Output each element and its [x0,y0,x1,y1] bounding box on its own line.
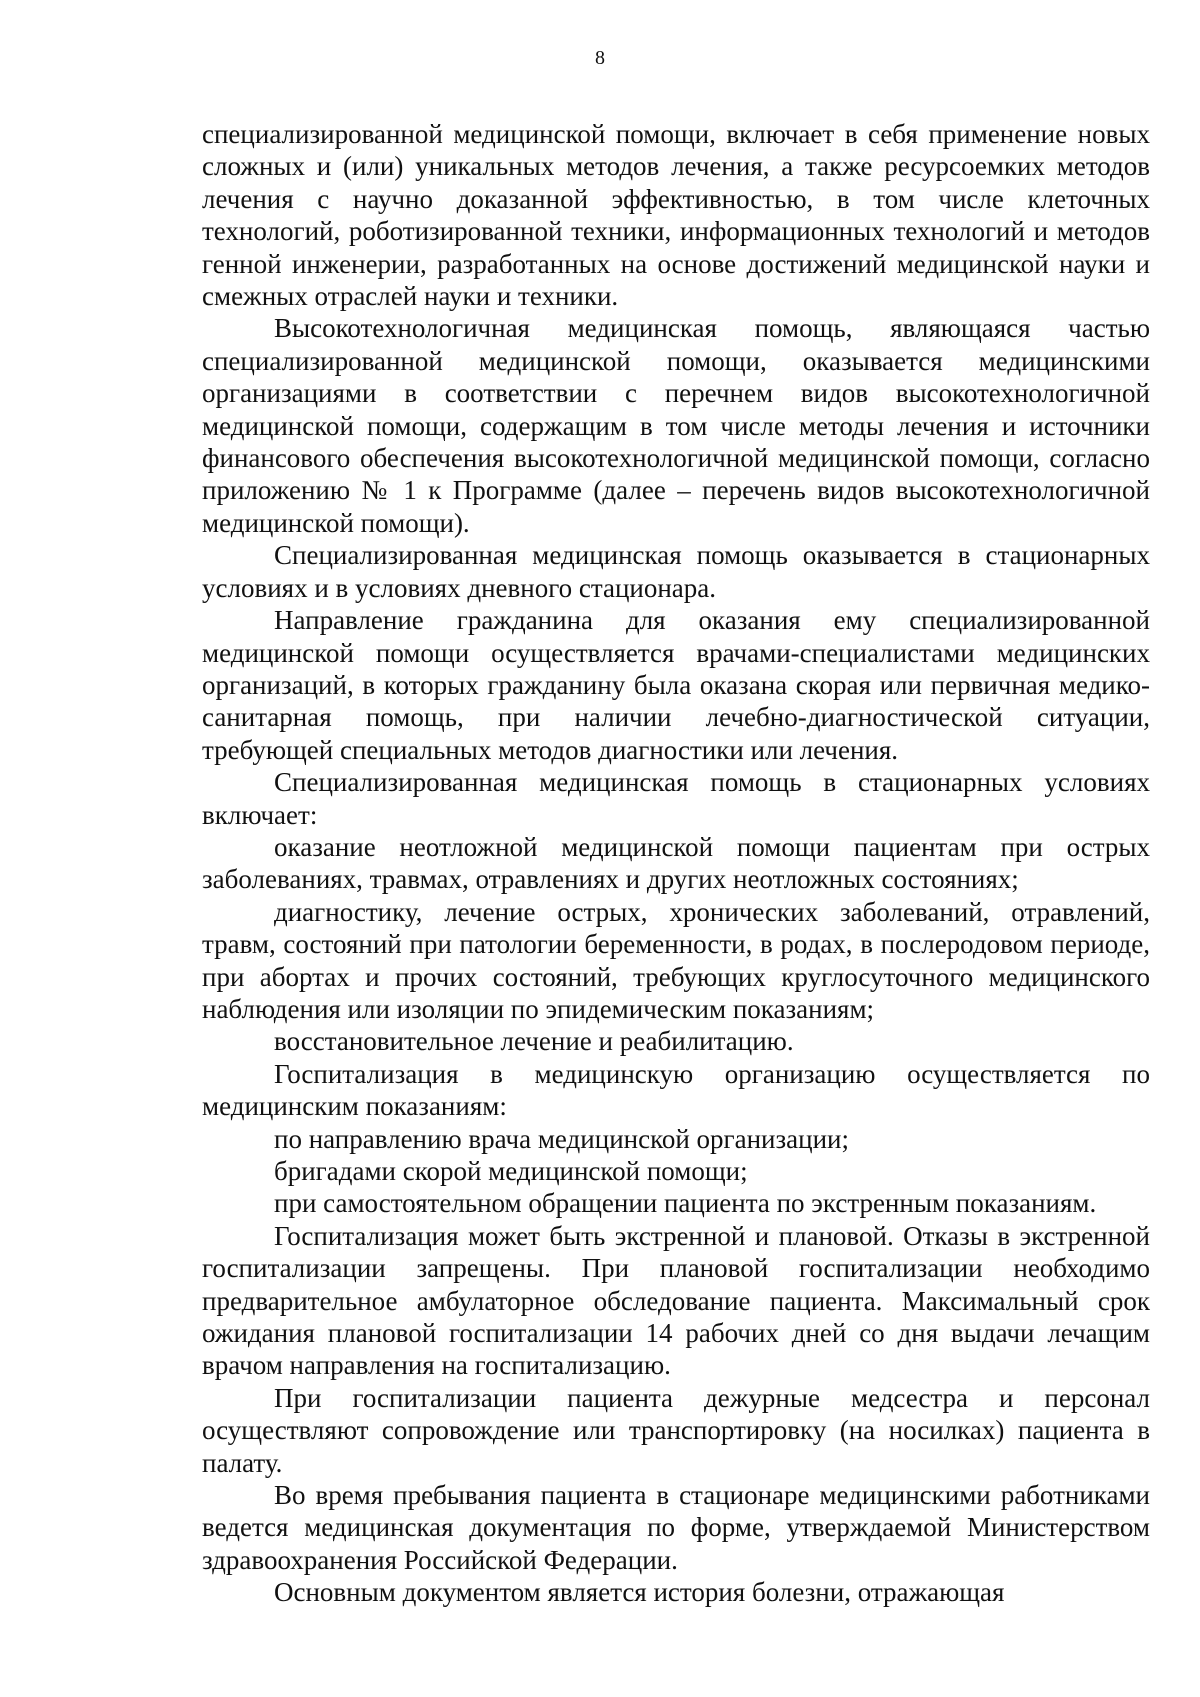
paragraph: При госпитализации пациента дежурные медсестра и персонал осуществляют сопровождение или транспортировку (на носилках) пациента в палату. [202,1382,1150,1478]
list-item: восстановительное лечение и реабилитацию. [274,1026,794,1057]
paragraph: Специализированная медицинская помощь оказывается в стационарных условиях и в условиях дневного стационара. [202,540,1150,603]
paragraph: Госпитализация в медицинскую организацию осуществляется по медицинским показаниям: [202,1058,1150,1122]
paragraph: Высокотехнологичная медицинская помощь, являющаяся частью специализированной медицинской помощи, оказывается медицинскими организациями в соответствии с перечнем видов высокотехнологичной медицинской помощи, содержащим в том числе методы лечения и источники финансового обеспечения высокотехнологичной медицинской помощи, согласно приложению № 1 к Программе (далее – перечень видов высокотехнологичной медицинской помощи). [202,313,1150,538]
list-item: оказание неотложной медицинской помощи пациентам при острых заболеваниях, травмах, отравлениях и других неотложных состояниях; [202,831,1150,895]
page-number: 8 [595,47,605,69]
paragraph: Специализированная медицинская помощь в стационарных условиях включает: [202,767,1150,830]
document-body [202,118,1150,1609]
list-item: бригадами скорой медицинской помощи; [274,1156,748,1186]
paragraph: Госпитализация может быть экстренной и плановой. Отказы в экстренной госпитализации запрещены. При плановой госпитализации необходимо предварительное амбулаторное обследование пациента. Максимальный срок ожидания плановой госпитализации 14 рабочих дней со дня выдачи лечащим врачом направления на госпитализацию. [202,1220,1150,1381]
list-item: по направлению врача медицинской организации; [274,1123,849,1154]
paragraph: Во время пребывания пациента в стационаре медицинскими работниками ведется медицинская документация по форме, утверждаемой Министерством здравоохранения Российской Федерации. [202,1480,1150,1575]
list-item: при самостоятельном обращении пациента по экстренным показаниям. [274,1188,1097,1219]
paragraph: специализированной медицинской помощи, включает в себя применение новых сложных и (или) уникальных методов лечения, а также ресурсоемких методов лечения с научно доказанной эффективностью, в том числе клеточных технологий, роботизированной техники, информационных технологий и методов генной инженерии, разработанных на основе достижений медицинской науки и смежных отраслей науки и техники. [202,119,1150,312]
paragraph: Основным документом является история болезни, отражающая [274,1577,1005,1608]
paragraph: Направление гражданина для оказания ему специализированной медицинской помощи осуществляется врачами-специалистами медицинских организаций, в которых гражданину была оказана скорая или первичная медико-санитарная помощь, при наличии лечебно-диагностической ситуации, требующей специальных методов диагностики или лечения. [202,605,1150,765]
list-item: диагностику, лечение острых, хронических заболеваний, отравлений, травм, состояний при патологии беременности, в родах, в послеродовом периоде, при абортах и прочих состояний, требующих круглосуточного медицинского наблюдения или изоляции по эпидемическим показаниям; [202,896,1150,1024]
